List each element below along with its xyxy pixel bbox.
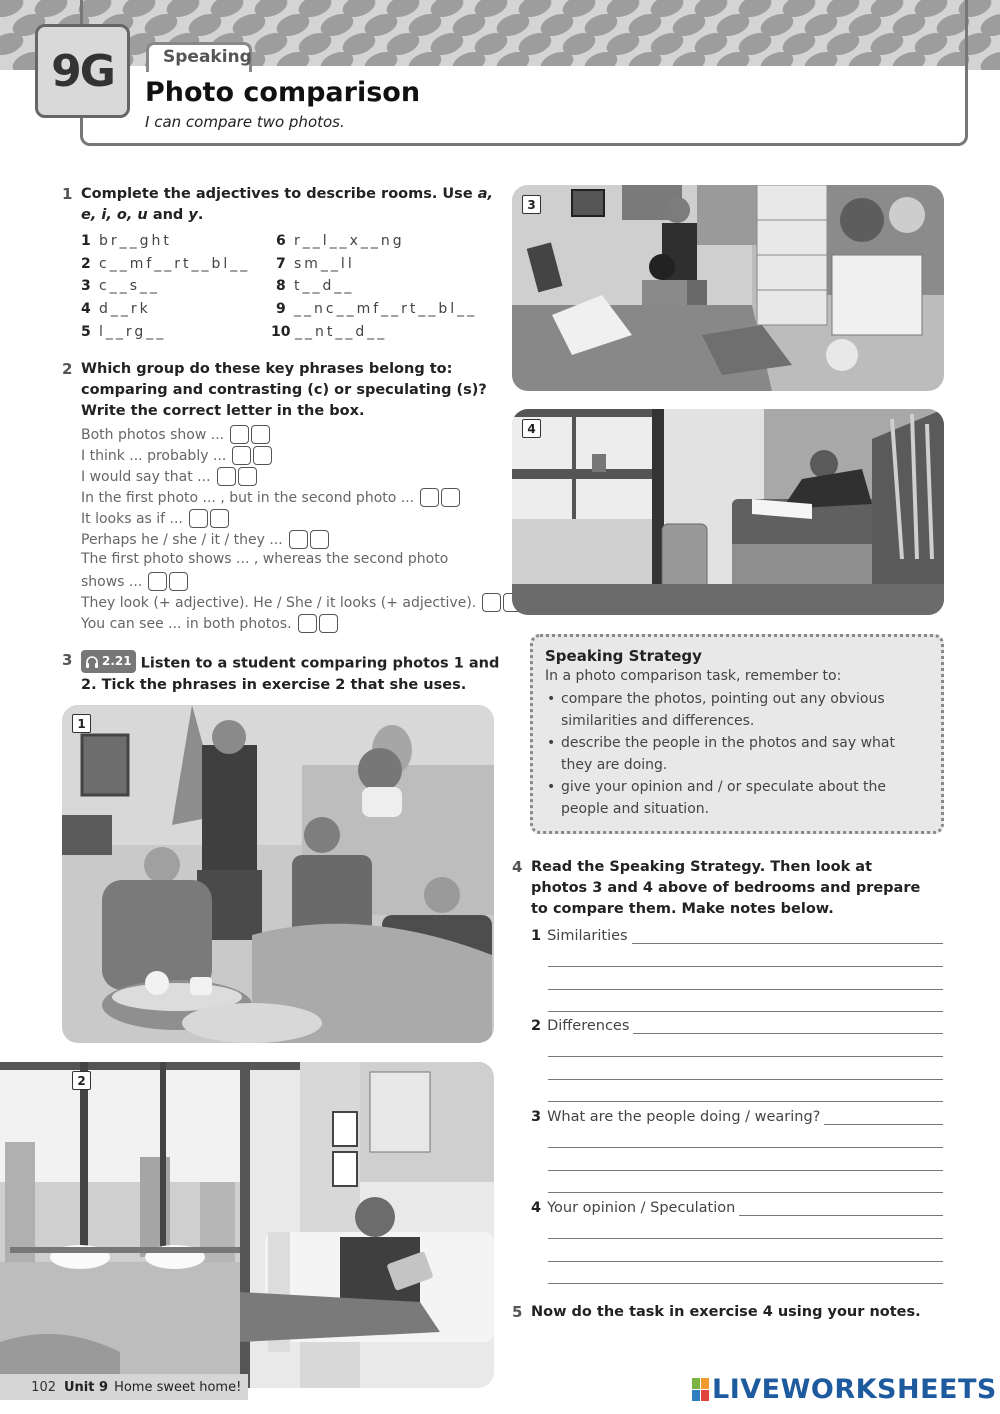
phrase-row: Both photos show ... — [81, 425, 270, 444]
answer-box[interactable] — [420, 488, 439, 507]
strategy-bullet: • compare the photos, pointing out any obvious similarities and differences. — [545, 688, 929, 732]
phrase-row: In the first photo ... , but in the second photo ... — [81, 488, 460, 507]
notes-label-opinion: 4 Your opinion / Speculation — [531, 1200, 739, 1216]
photo-2 — [0, 1062, 494, 1388]
answer-box[interactable] — [251, 425, 270, 444]
answer-box[interactable] — [319, 614, 338, 633]
page-footer — [0, 1374, 248, 1400]
page-subtitle: I can compare two photos. — [145, 113, 345, 131]
liveworksheets-logo[interactable] — [692, 1374, 997, 1405]
unit-badge — [35, 24, 130, 118]
answer-line[interactable] — [548, 1101, 943, 1102]
ex3-number: 3 — [62, 651, 73, 669]
ex3-instruction: 2.21 Listen to a student comparing photos 1 and 2. Tick the phrases in exercise 2 that she uses. — [81, 650, 501, 696]
photo-4 — [512, 409, 944, 615]
ex1-instruction: Complete the adjectives to describe rooms. Use a, e, i, o, u and y. — [81, 186, 493, 223]
brand-name: LIVEWORKSHEETS — [712, 1374, 997, 1405]
ex1-item[interactable]: 9 __nc__mf__rt__bl__ — [276, 301, 478, 317]
answer-box[interactable] — [169, 572, 188, 591]
modern-lounge-photo-image — [0, 1062, 494, 1388]
notes-label-differences: 2 Differences — [531, 1018, 633, 1034]
answer-box[interactable] — [441, 488, 460, 507]
answer-box[interactable] — [230, 425, 249, 444]
ex5-instruction: Now do the task in exercise 4 using your notes. — [531, 1304, 921, 1320]
phrase-row: The first photo shows ... , whereas the second photo — [81, 551, 449, 567]
photo-3 — [512, 185, 944, 391]
strategy-list — [545, 688, 929, 820]
strategy-title: Speaking Strategy — [545, 647, 702, 665]
ex1-number: 1 — [62, 185, 73, 203]
answer-line[interactable] — [548, 1261, 943, 1262]
answer-line[interactable] — [727, 1215, 943, 1216]
answer-line[interactable] — [548, 1079, 943, 1080]
notes-label-people: 3 What are the people doing / wearing? — [531, 1109, 824, 1125]
phrase-row: It looks as if ... — [81, 509, 229, 528]
strategy-bullet: • give your opinion and / or speculate about the people and situation. — [545, 776, 929, 820]
phrase-row: I would say that ... — [81, 467, 257, 486]
page-number: 102 — [31, 1379, 56, 1395]
answer-line[interactable] — [548, 1011, 943, 1012]
photo-3-label: 3 — [522, 195, 541, 214]
phrase-row: You can see ... in both photos. — [81, 614, 338, 633]
answer-line[interactable] — [548, 989, 943, 990]
photo-4-label: 4 — [522, 419, 541, 438]
ex1-item[interactable]: 8 t__d__ — [276, 278, 355, 294]
ex1-item[interactable]: 3 c__s__ — [81, 278, 160, 294]
audio-track-badge[interactable]: 2.21 — [81, 650, 136, 673]
strategy-intro: In a photo comparison task, remember to: — [545, 668, 842, 684]
page-title: Photo comparison — [145, 77, 421, 108]
photo-2-label: 2 — [72, 1071, 91, 1090]
headphones-icon — [85, 656, 99, 668]
messy-bedroom-photo-image — [512, 185, 944, 391]
answer-line[interactable] — [627, 1033, 943, 1034]
answer-box[interactable] — [289, 530, 308, 549]
answer-box[interactable] — [210, 509, 229, 528]
answer-box[interactable] — [217, 467, 236, 486]
ex1-item[interactable]: 7 sm__ll — [276, 256, 355, 272]
ex1-item[interactable]: 6 r__l__x__ng — [276, 233, 405, 249]
living-room-photo-image — [62, 705, 494, 1043]
photo-1 — [62, 705, 494, 1043]
ex2-number: 2 — [62, 360, 73, 378]
answer-box[interactable] — [298, 614, 317, 633]
ex2-instruction: Which group do these key phrases belong to: comparing and contrasting (c) or speculating (s)? Write the correct letter in the box. — [81, 361, 487, 419]
answer-line[interactable] — [548, 966, 943, 967]
photo-1-label: 1 — [72, 714, 91, 733]
phrase-row: Perhaps he / she / it / they ... — [81, 530, 329, 549]
answer-box[interactable] — [482, 593, 501, 612]
answer-box[interactable] — [310, 530, 329, 549]
footer-unit: Unit 9 — [64, 1379, 109, 1395]
answer-box[interactable] — [238, 467, 257, 486]
answer-line[interactable] — [548, 1170, 943, 1171]
phrase-row: They look (+ adjective). He / She / it looks (+ adjective). — [81, 593, 522, 612]
tidy-bedroom-photo-image — [512, 409, 944, 615]
ex1-item[interactable]: 1 br__ght — [81, 233, 172, 249]
ex1-item[interactable]: 2 c__mf__rt__bl__ — [81, 256, 251, 272]
section-tab: Speaking — [146, 42, 252, 72]
ex1-item[interactable]: 5 l__rg__ — [81, 324, 167, 340]
liveworksheets-icon — [692, 1378, 709, 1401]
answer-box[interactable] — [253, 446, 272, 465]
speaking-strategy-box — [530, 634, 944, 834]
answer-line[interactable] — [620, 943, 943, 944]
answer-line[interactable] — [548, 1283, 943, 1284]
unit-badge-text: 9G — [51, 45, 114, 97]
answer-line[interactable] — [548, 1056, 943, 1057]
ex1-item[interactable]: 10 __nt__d__ — [271, 324, 388, 340]
footer-unit-title: Home sweet home! — [114, 1379, 242, 1395]
notes-label-similarities: 1 Similarities — [531, 928, 632, 944]
answer-box[interactable] — [232, 446, 251, 465]
strategy-bullet: • describe the people in the photos and say what they are doing. — [545, 732, 929, 776]
answer-line[interactable] — [548, 1238, 943, 1239]
ex5-number: 5 — [512, 1303, 523, 1321]
answer-line[interactable] — [548, 1192, 943, 1193]
phrase-row: I think ... probably ... — [81, 446, 272, 465]
ex4-instruction: Read the Speaking Strategy. Then look at photos 3 and 4 above of bedrooms and prepare to compare them. Make notes below. — [531, 859, 921, 917]
phrase-row: shows ... — [81, 572, 188, 591]
ex1-item[interactable]: 4 d__rk — [81, 301, 151, 317]
answer-box[interactable] — [189, 509, 208, 528]
answer-line[interactable] — [548, 1147, 943, 1148]
answer-box[interactable] — [148, 572, 167, 591]
ex4-number: 4 — [512, 858, 523, 876]
